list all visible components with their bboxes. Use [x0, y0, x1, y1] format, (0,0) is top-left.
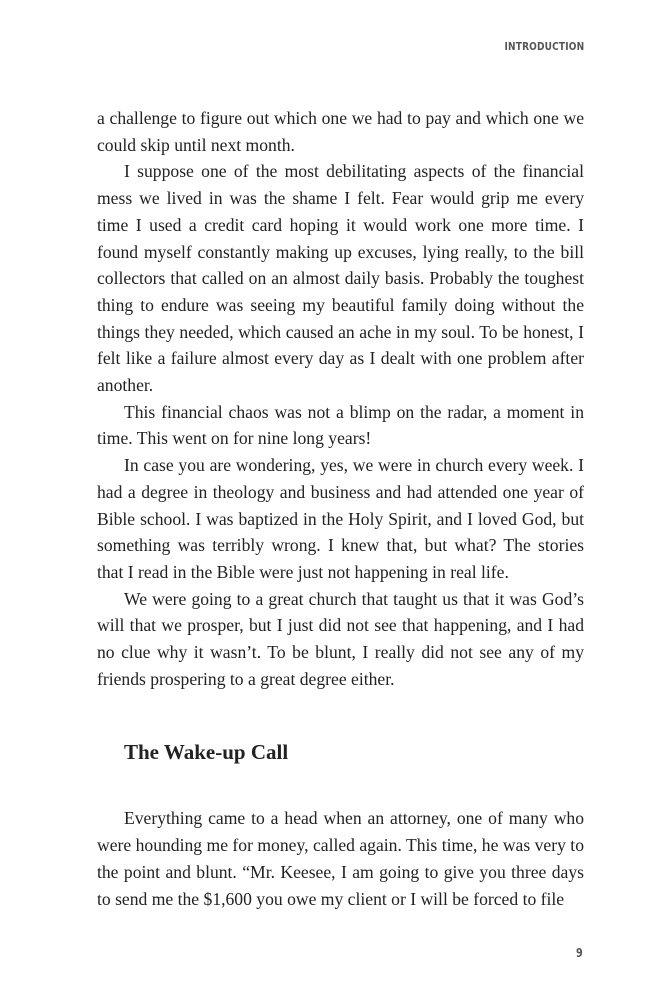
- running-head: INTRODUCTION: [504, 40, 584, 53]
- paragraph: I suppose one of the most debilitating aspects of the financial mess we lived in was the shame I felt. Fear would grip me every time I used a credit card hoping it would work one more time. I found myself constantly making up excuses, lying really, to the bill collectors that called on an almost daily basis. Probably the toughest thing to endure was seeing my beautiful family doing without the things they needed, which caused an ache in my soul. To be honest, I felt like a failure almost every day as I dealt with one problem after another.: [97, 161, 584, 396]
- paragraph: This financial chaos was not a blimp on the radar, a moment in time. This went on for nine long years!: [97, 401, 584, 449]
- paragraph: a challenge to figure out which one we had to pay and which one we could skip until next month.: [97, 108, 584, 155]
- paragraph: We were going to a great church that taught us that it was God’s will that we prosper, but I just did not see that happening, and I had no clue why it wasn’t. To be blunt, I really did not see any of my friends prospering to a great degree either.: [97, 588, 584, 689]
- paragraph: Everything came to a head when an attorney, one of many who were hounding me for money, called again. This time, he was very to the point and blunt. “Mr. Keesee, I am going to give you three days to send me the $1,600 you owe my client or I will be forced to file: [97, 808, 584, 909]
- section-heading: The Wake-up Call: [124, 740, 289, 765]
- page-body: [97, 105, 584, 912]
- paragraph: In case you are wondering, yes, we were in church every week. I had a degree in theology and business and had attended one year of Bible school. I was baptized in the Holy Spirit, and I loved God, but something was terribly wrong. I knew that, but what? The stories that I read in the Bible were just not happening in real life.: [97, 455, 584, 582]
- page-number: 9: [576, 946, 583, 960]
